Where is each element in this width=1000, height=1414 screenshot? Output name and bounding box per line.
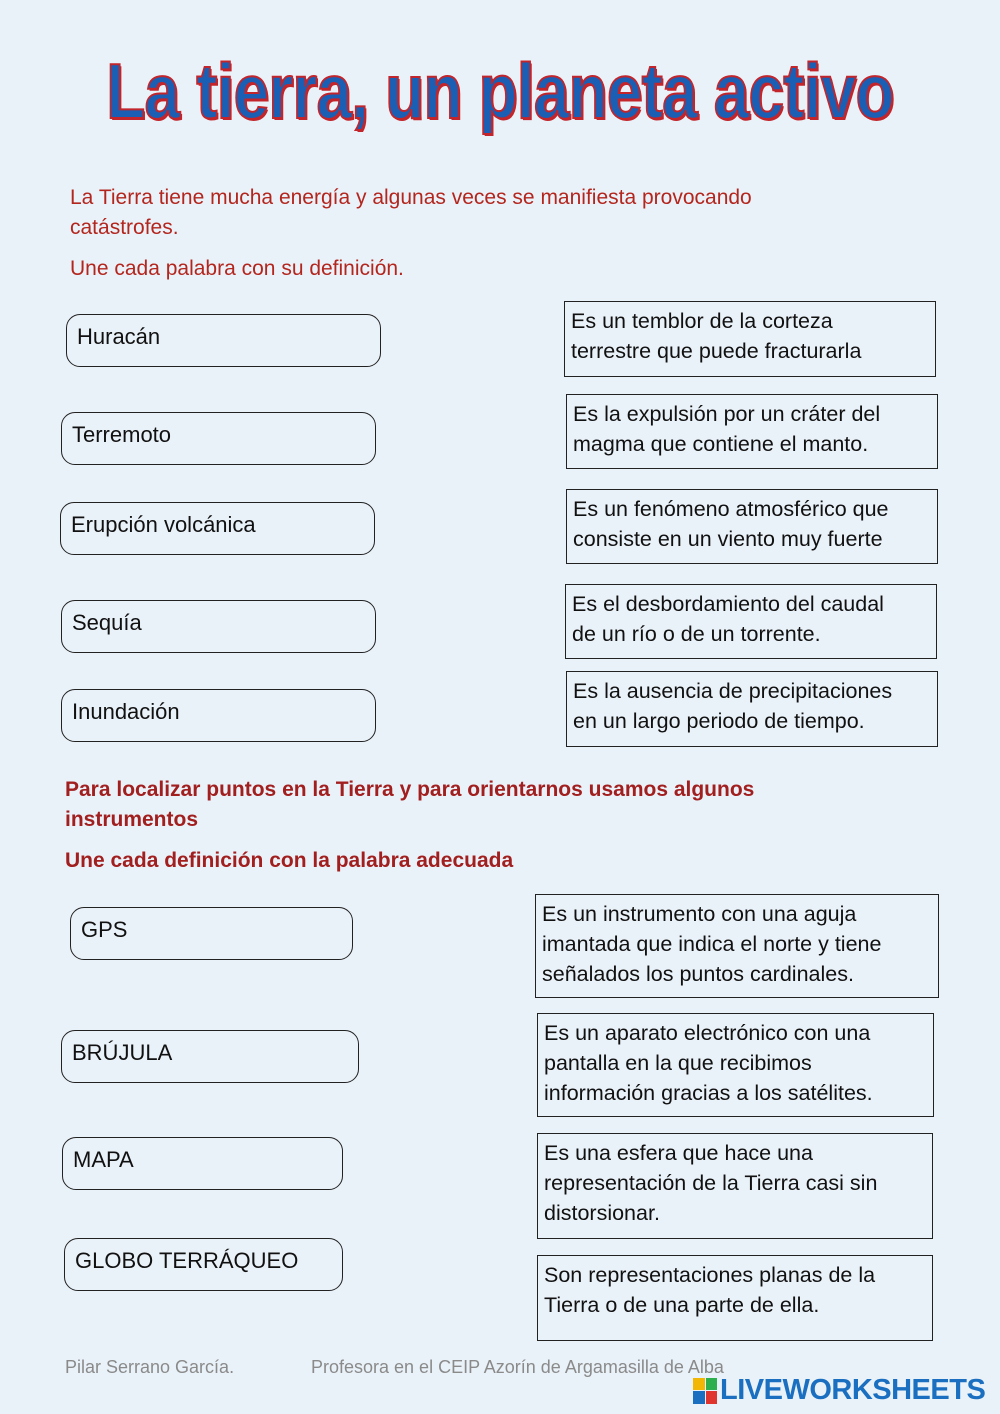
definition-box-1[interactable] <box>564 301 936 377</box>
word-box-erupcion-volcanica[interactable]: Erupción volcánica <box>60 502 375 555</box>
definition-line: terrestre que puede fracturarla <box>571 339 862 363</box>
footer-author: Pilar Serrano García. <box>65 1357 235 1377</box>
definition-line: Es un instrumento con una aguja <box>542 902 857 926</box>
definition-line: Tierra o de una parte de ella. <box>544 1293 820 1317</box>
instrument-definition-box-1[interactable] <box>535 894 939 998</box>
definition-line: de un río o de un torrente. <box>572 622 821 646</box>
definition-line: Es el desbordamiento del caudal <box>572 592 884 616</box>
word-box-terremoto[interactable]: Terremoto <box>61 412 376 465</box>
section1-intro-line2: catástrofes. <box>70 216 179 239</box>
word-box-brujula[interactable]: BRÚJULA <box>61 1030 359 1083</box>
liveworksheets-logo-text: LIVEWORKSHEETS <box>720 1374 986 1406</box>
section1-instruction: Une cada palabra con su definición. <box>70 257 404 280</box>
definition-line: Son representaciones planas de la <box>544 1263 876 1287</box>
definition-line: señalados los puntos cardinales. <box>542 962 854 986</box>
word-box-inundacion[interactable]: Inundación <box>61 689 376 742</box>
definition-line: consiste en un viento muy fuerte <box>573 527 883 551</box>
section1-intro-line1: La Tierra tiene mucha energía y algunas veces se manifiesta provocando <box>70 186 752 209</box>
definition-line: Es la expulsión por un cráter del <box>573 402 881 426</box>
section2-instruction: Une cada definición con la palabra adecuada <box>65 849 514 872</box>
page-title: La tierra, un planeta activo <box>106 47 894 135</box>
instrument-definition-box-2[interactable] <box>537 1013 934 1117</box>
liveworksheets-logo[interactable] <box>693 1374 985 1407</box>
definition-line: en un largo periodo de tiempo. <box>573 709 865 733</box>
footer-role: Profesora en el CEIP Azorín de Argamasilla de Alba <box>311 1357 724 1377</box>
definition-line: Es una esfera que hace una <box>544 1141 813 1165</box>
instrument-definition-box-4[interactable] <box>537 1255 933 1341</box>
definition-line: Es la ausencia de precipitaciones <box>573 679 893 703</box>
section2-intro-line2: instrumentos <box>65 808 199 831</box>
definition-box-2[interactable] <box>566 394 938 469</box>
definition-line: magma que contiene el manto. <box>573 432 869 456</box>
section2-intro-line1: Para localizar puntos en la Tierra y para orientarnos usamos algunos <box>65 778 755 801</box>
word-box-mapa[interactable]: MAPA <box>62 1137 343 1190</box>
definition-line: información gracias a los satélites. <box>544 1081 873 1105</box>
definition-line: imantada que indica el norte y tiene <box>542 932 882 956</box>
definition-box-3[interactable] <box>566 489 938 564</box>
word-box-globo-terraqueo[interactable]: GLOBO TERRÁQUEO <box>64 1238 343 1291</box>
definition-line: distorsionar. <box>544 1201 660 1225</box>
definition-line: Es un aparato electrónico con una <box>544 1021 871 1045</box>
definition-box-5[interactable] <box>566 671 938 747</box>
definition-line: Es un temblor de la corteza <box>571 309 833 333</box>
definition-line: representación de la Tierra casi sin <box>544 1171 878 1195</box>
instrument-definition-box-3[interactable] <box>537 1133 933 1239</box>
word-box-huracan[interactable]: Huracán <box>66 314 381 367</box>
definition-box-4[interactable] <box>565 584 937 659</box>
definition-line: pantalla en la que recibimos <box>544 1051 812 1075</box>
word-box-sequia[interactable]: Sequía <box>61 600 376 653</box>
liveworksheets-icon <box>693 1378 717 1404</box>
definition-line: Es un fenómeno atmosférico que <box>573 497 889 521</box>
word-box-gps[interactable]: GPS <box>70 907 353 960</box>
